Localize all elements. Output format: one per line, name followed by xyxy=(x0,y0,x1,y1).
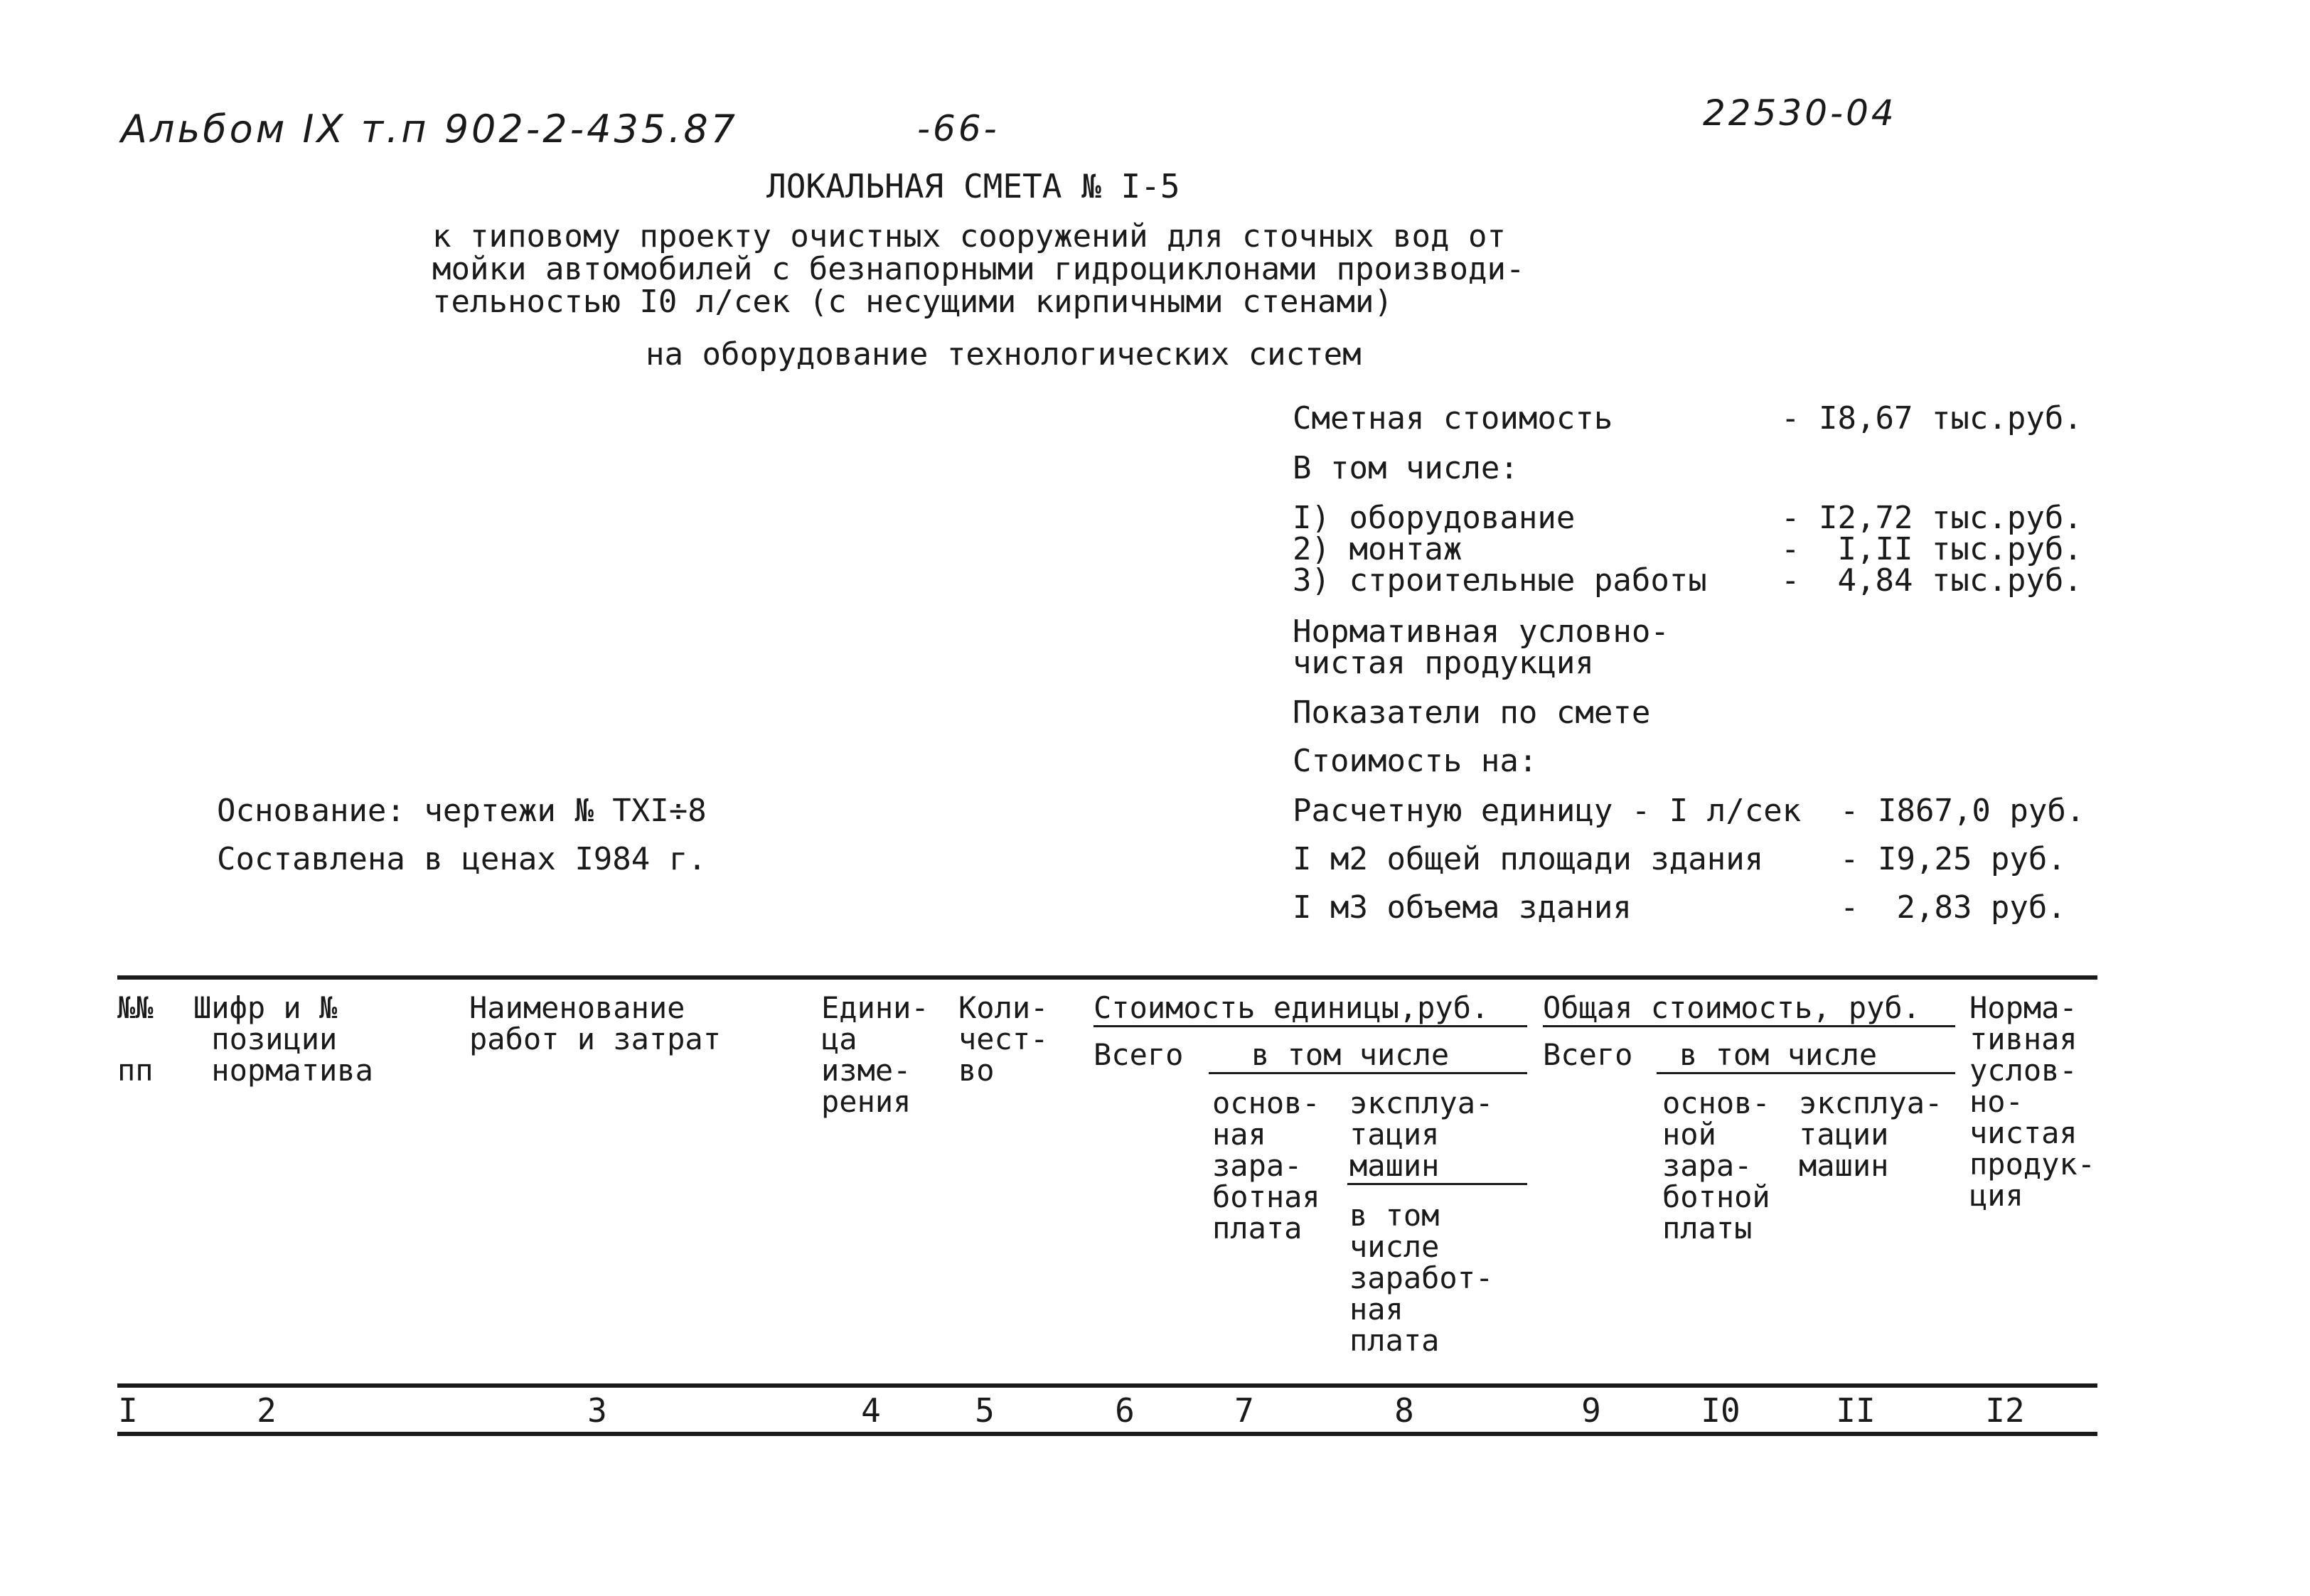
document-title: ЛОКАЛЬНАЯ СМЕТА № I-5 xyxy=(766,167,1180,205)
per-m2-label: I м2 общей площади здания xyxy=(1293,841,1764,877)
column-number: 6 xyxy=(1115,1391,1135,1430)
general-cost-group-header: Общая стоимость, руб. xyxy=(1543,990,1921,1025)
col-quantity-header: Коли- чест- во xyxy=(958,990,1049,1088)
cost-item-label: I) оборудование xyxy=(1293,500,1576,536)
cost-item-label: 3) строительные работы xyxy=(1293,562,1707,599)
unit-wage-header: основ- ная зара- ботная плата xyxy=(1212,1086,1320,1246)
general-machinery-header: эксплуа- тации машин xyxy=(1799,1086,1943,1183)
per-m3-label: I м3 объема здания xyxy=(1293,889,1632,926)
general-including-underline xyxy=(1657,1072,1955,1074)
general-including-header: в том числе xyxy=(1679,1037,1878,1072)
cost-item-value: - 4,84 тыс.руб. xyxy=(1781,562,2082,599)
per-m3-value: - 2,83 руб. xyxy=(1840,889,2066,926)
unit-cost-group-header: Стоимость единицы,руб. xyxy=(1093,990,1490,1025)
unit-machinery-header: эксплуа- тация машин xyxy=(1349,1086,1494,1183)
unit-total-header: Всего xyxy=(1093,1037,1184,1072)
subtitle-line-1: к типовому проекту очистных сооружений для сточных вод от xyxy=(432,218,1506,255)
document-code: 22530-04 xyxy=(1703,92,1897,134)
total-cost-value: - I8,67 тыс.руб. xyxy=(1781,400,2082,437)
column-number: I xyxy=(118,1391,138,1430)
column-number: 9 xyxy=(1581,1391,1601,1430)
normative-label-line-2: чистая продукция xyxy=(1293,645,1594,681)
subtitle-line-3: тельностью I0 л/сек (с несущими кирпичными стенами) xyxy=(432,284,1394,320)
column-number: I0 xyxy=(1701,1391,1740,1430)
col-code-header: Шифр и № позиции норматива xyxy=(193,990,373,1088)
cost-item-value: - I2,72 тыс.руб. xyxy=(1781,500,2082,536)
general-cost-underline xyxy=(1543,1025,1955,1027)
general-total-header: Всего xyxy=(1543,1037,1633,1072)
total-cost-label: Сметная стоимость xyxy=(1293,400,1613,437)
subtitle-line-4: на оборудование технологических систем xyxy=(646,336,1362,373)
cost-item-label: 2) монтаж xyxy=(1293,531,1463,567)
album-reference: Альбом IX т.п 902-2-435.87 xyxy=(121,107,739,151)
including-label: В том числе: xyxy=(1293,450,1519,486)
column-number: 8 xyxy=(1394,1391,1414,1430)
per-m2-value: - I9,25 руб. xyxy=(1840,841,2066,877)
numbers-bottom-rule xyxy=(117,1432,2097,1436)
subtitle-line-2: мойки автомобилей с безнапорными гидроциклонами производи- xyxy=(432,251,1525,287)
page-number: -66- xyxy=(917,108,1000,149)
col-unit-header: Едини- ца изме- рения xyxy=(821,990,929,1119)
col-number-header: №№ пп xyxy=(117,990,154,1088)
column-number: 3 xyxy=(587,1391,607,1430)
table-top-rule xyxy=(117,975,2097,980)
unit-cost-underline xyxy=(1093,1025,1527,1027)
unit-including-header: в том числе xyxy=(1251,1037,1450,1072)
column-number: I2 xyxy=(1985,1391,2025,1430)
normative-label-line-1: Нормативная условно- xyxy=(1293,614,1669,650)
normative-product-header: Норма- тивная услов- но- чистая продук- ция xyxy=(1969,990,2096,1213)
general-wage-header: основ- ной зара- ботной платы xyxy=(1662,1086,1770,1246)
column-number: 2 xyxy=(257,1391,277,1430)
unit-machinery-underline xyxy=(1347,1183,1527,1185)
col-name-header: Наименование работ и затрат xyxy=(469,990,722,1056)
per-unit-value: - I867,0 руб. xyxy=(1840,793,2085,829)
basis-drawings: Основание: чертежи № ТХI÷8 xyxy=(217,793,707,829)
basis-prices: Составлена в ценах I984 г. xyxy=(217,841,707,877)
column-number: 4 xyxy=(861,1391,881,1430)
unit-including-underline xyxy=(1209,1072,1527,1074)
per-unit-label: Расчетную единицу - I л/сек xyxy=(1293,793,1802,829)
unit-machinery-wage-header: в том числе заработ- ная плата xyxy=(1349,1198,1494,1358)
cost-on-label: Стоимость на: xyxy=(1293,743,1538,779)
column-number: II xyxy=(1836,1391,1876,1430)
indicators-label: Показатели по смете xyxy=(1293,695,1651,731)
column-number: 7 xyxy=(1234,1391,1254,1430)
numbers-top-rule xyxy=(117,1383,2097,1388)
cost-item-value: - I,II тыс.руб. xyxy=(1781,531,2082,567)
column-number: 5 xyxy=(975,1391,995,1430)
